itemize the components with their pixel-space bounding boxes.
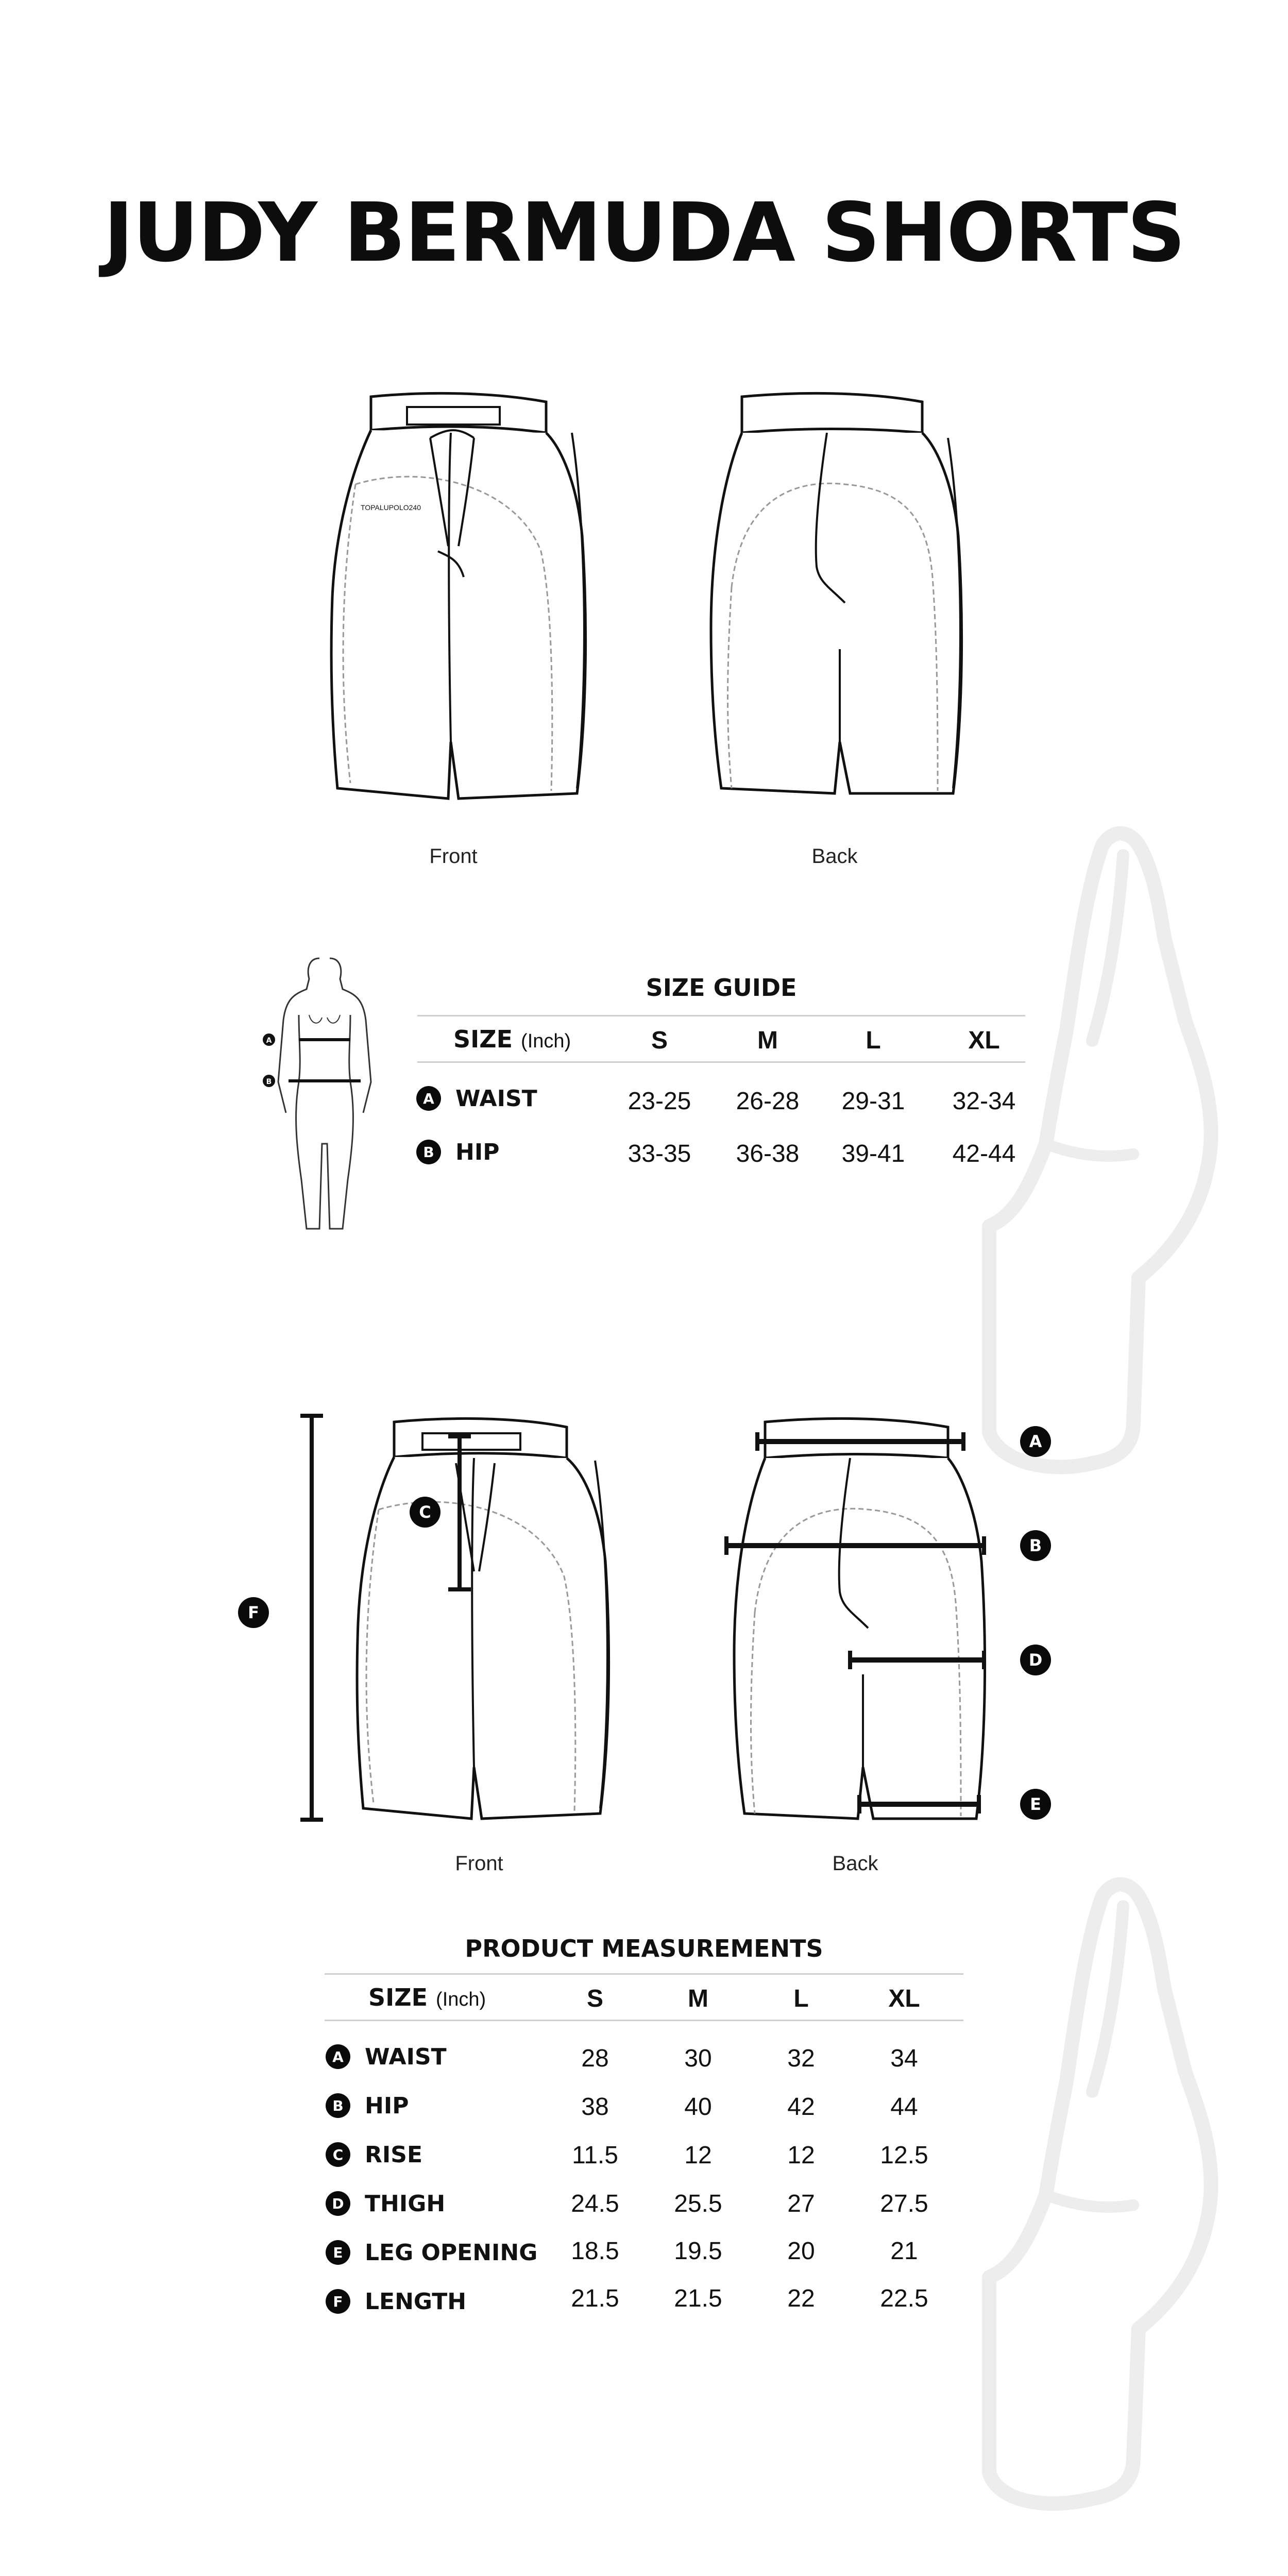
pm-length-m: 21.5 <box>674 2285 722 2312</box>
pm-leg-opening-s: 18.5 <box>571 2238 619 2265</box>
pm-col-s: S <box>586 1985 603 2012</box>
product-measurements-title: PRODUCT MEASUREMENTS <box>465 1935 823 1962</box>
pm-hip-xl: 44 <box>890 2093 918 2121</box>
size-guide-waist-xl: 32-34 <box>952 1088 1016 1115</box>
shorts-front-sketch <box>319 381 608 819</box>
pm-hip-s: 38 <box>581 2093 609 2121</box>
product-measurements-header-rule <box>325 2020 963 2021</box>
pm-col-m: M <box>688 1985 708 2012</box>
pm-hip-m: 40 <box>684 2093 712 2121</box>
marker-f: F <box>238 1597 269 1628</box>
pm-waist-l: 32 <box>787 2045 815 2072</box>
badge-e: E <box>326 2240 350 2265</box>
shorts-front-measure-sketch <box>345 1412 634 1834</box>
size-guide-top-rule <box>417 1015 1025 1016</box>
product-measurements-header-size <box>368 1984 486 2011</box>
front-caption: Front <box>429 845 478 868</box>
front-measure-caption: Front <box>455 1852 503 1875</box>
size-guide-hip-xl: 42-44 <box>952 1140 1016 1167</box>
size-guide-header-size <box>453 1025 571 1053</box>
size-guide-hip-l: 39-41 <box>841 1140 905 1167</box>
marker-a: A <box>1020 1426 1051 1457</box>
pm-thigh-l: 27 <box>787 2190 815 2217</box>
badge-d: D <box>326 2191 350 2216</box>
size-guide-col-xl: XL <box>968 1027 1000 1054</box>
size-guide-waist-m: 26-28 <box>736 1088 800 1115</box>
marker-c: C <box>410 1497 440 1528</box>
size-guide-hip-s: 33-35 <box>628 1140 691 1167</box>
pm-rise-l: 12 <box>787 2142 815 2169</box>
size-guide-hip-m: 36-38 <box>736 1140 800 1167</box>
row-label: THIGH <box>365 2190 446 2217</box>
size-guide-unit: (Inch) <box>521 1030 571 1052</box>
badge-a: A <box>326 2044 350 2069</box>
marker-d: D <box>1020 1645 1051 1675</box>
pm-length-l: 22 <box>787 2285 815 2312</box>
pm-row-hip <box>326 2089 409 2122</box>
body-figure-sketch <box>258 948 392 1236</box>
row-label: LEG OPENING <box>365 2239 538 2266</box>
pm-waist-xl: 34 <box>890 2045 918 2072</box>
size-guide-col-l: L <box>866 1027 881 1054</box>
hand-illustration-bottom <box>969 1875 1236 2514</box>
pm-col-l: L <box>793 1985 809 2012</box>
size-guide-waist-s: 23-25 <box>628 1088 691 1115</box>
product-measurements-top-rule <box>325 1973 963 1975</box>
product-measurements-unit: (Inch) <box>436 1989 486 2010</box>
brand-mark-text: TOPALUPOLO240 <box>361 503 421 512</box>
pm-rise-s: 11.5 <box>572 2142 618 2169</box>
pm-row-thigh <box>326 2187 445 2220</box>
pm-col-xl: XL <box>888 1985 920 2012</box>
size-guide-col-s: S <box>651 1027 668 1054</box>
pm-leg-opening-xl: 21 <box>890 2238 918 2265</box>
row-label: HIP <box>365 2092 409 2119</box>
size-guide-row-waist <box>416 1082 537 1115</box>
pm-rise-xl: 12.5 <box>880 2142 928 2169</box>
product-measurements-size-label: SIZE <box>368 1984 428 2011</box>
pm-length-s: 21.5 <box>571 2285 619 2312</box>
size-guide-size-label: SIZE <box>453 1025 513 1053</box>
shorts-back-sketch <box>696 381 984 819</box>
size-guide-waist-l: 29-31 <box>841 1088 905 1115</box>
pm-thigh-xl: 27.5 <box>880 2190 928 2217</box>
shorts-back-measure-sketch <box>721 1412 1010 1834</box>
size-guide-header-rule <box>417 1061 1025 1063</box>
pm-length-xl: 22.5 <box>880 2285 928 2312</box>
pm-thigh-m: 25.5 <box>674 2190 722 2217</box>
pm-thigh-s: 24.5 <box>571 2190 619 2217</box>
row-label: HIP <box>455 1139 500 1165</box>
figure-marker-a: A <box>266 1037 272 1045</box>
length-measure-line <box>296 1412 327 1824</box>
size-guide-col-m: M <box>757 1027 778 1054</box>
back-measure-caption: Back <box>832 1852 878 1875</box>
row-label: LENGTH <box>365 2288 467 2315</box>
row-label: WAIST <box>455 1085 537 1112</box>
badge-b: B <box>326 2093 350 2118</box>
pm-rise-m: 12 <box>684 2142 712 2169</box>
marker-b: B <box>1020 1530 1051 1561</box>
pm-row-rise <box>326 2138 422 2171</box>
back-caption: Back <box>811 845 858 868</box>
pm-row-length <box>326 2285 466 2318</box>
size-guide-title: SIZE GUIDE <box>646 974 797 1002</box>
badge-c: C <box>326 2142 350 2167</box>
badge-a: A <box>416 1086 441 1111</box>
row-label: WAIST <box>365 2043 447 2070</box>
page-title: JUDY BERMUDA SHORTS <box>103 185 1185 280</box>
figure-marker-b: B <box>266 1078 272 1086</box>
marker-e: E <box>1020 1789 1051 1820</box>
pm-leg-opening-m: 19.5 <box>674 2238 722 2265</box>
size-guide-row-hip <box>416 1136 499 1168</box>
badge-b: B <box>416 1140 441 1164</box>
pm-leg-opening-l: 20 <box>787 2238 815 2265</box>
pm-row-waist <box>326 2040 447 2073</box>
row-label: RISE <box>365 2141 422 2168</box>
pm-waist-m: 30 <box>684 2045 712 2072</box>
pm-hip-l: 42 <box>787 2093 815 2121</box>
badge-f: F <box>326 2289 350 2314</box>
pm-waist-s: 28 <box>581 2045 609 2072</box>
pm-row-leg-opening <box>326 2236 537 2269</box>
